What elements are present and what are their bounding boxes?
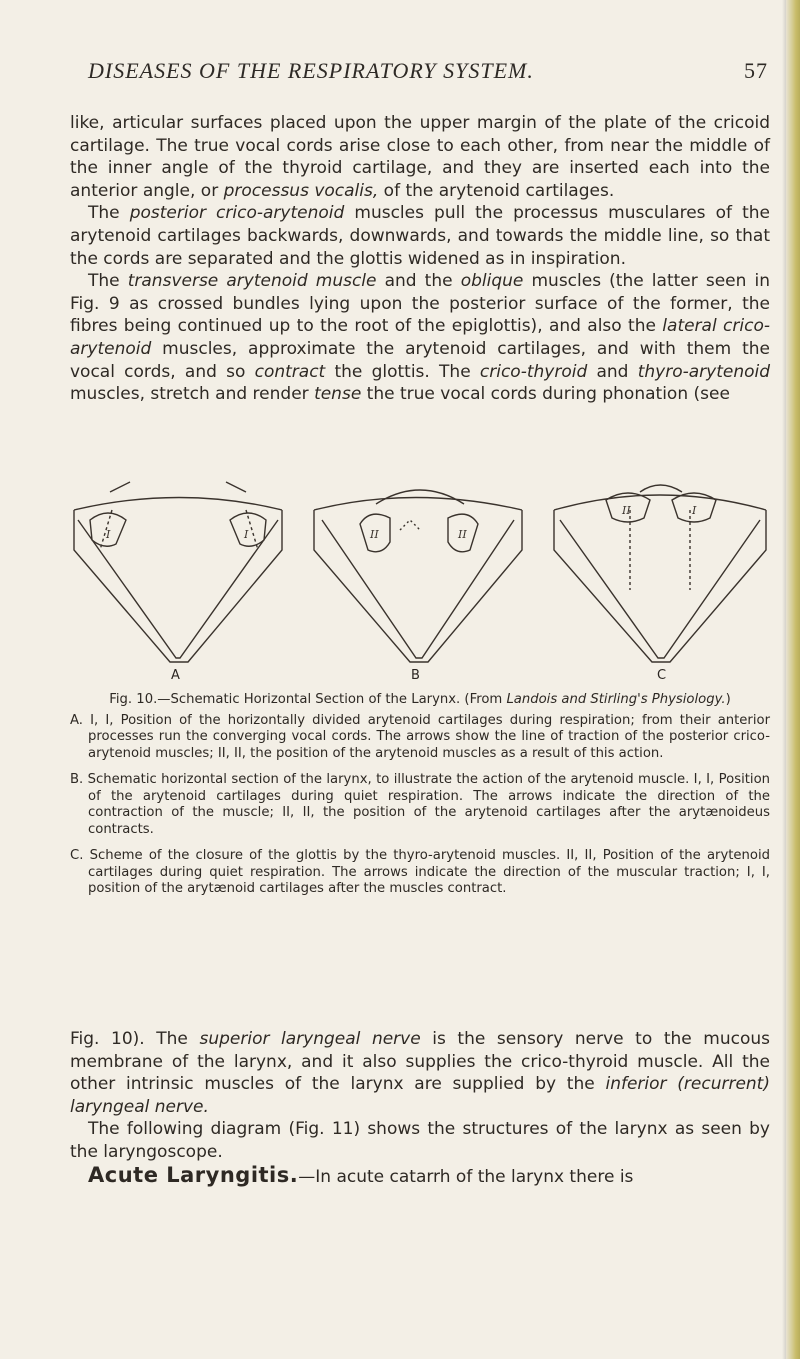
section-heading: Acute Laryngitis. xyxy=(88,1162,299,1187)
panel-b-mark-right: II xyxy=(458,528,467,541)
figure-caption-area xyxy=(70,692,770,908)
panel-c-mark-right: I xyxy=(692,504,697,517)
lower-text xyxy=(70,1028,770,1188)
panel-a-mark-left: I xyxy=(106,528,111,541)
running-head xyxy=(88,58,768,84)
panel-label-c: C xyxy=(657,668,667,683)
page-edge xyxy=(786,0,800,1359)
figure-drawing xyxy=(70,480,770,665)
panel-b-mark-left: II xyxy=(370,528,379,541)
legend-b: B. Schematic horizontal section of the larynx, to illustrate the action of the arytenoid muscle. I, I, Position of the arytenoid cartilages during quiet respiration. The arrows indicate the direction of the contraction of the muscle; II, II, the position of the arytenoid cartilages after the arytænoideus contracts. xyxy=(70,772,770,837)
panel-a-mark-right: I xyxy=(244,528,249,541)
paragraph-3: The transverse arytenoid muscle and the oblique muscles (the latter seen in Fig. 9 as crossed bundles lying upon the posterior surface of the former, the fibres being continued up to the root of the epiglottis), and also the lateral crico-arytenoid muscles, approximate the arytenoid cartilages, and with them the vocal cords, and so contract the glottis. The crico-thyroid and thyro-arytenoid muscles, stretch and render tense the true vocal cords during phonation (see xyxy=(70,271,771,405)
legend-c: C. Scheme of the closure of the glottis by the thyro-arytenoid muscles. II, II, Position of the arytenoid cartilages during quiet respiration. The arrows indicate the direction of the muscular traction; I, I, position of the arytænoid cartilages after the muscles contract. xyxy=(70,848,770,896)
panel-b-diagram xyxy=(314,490,522,662)
panel-c-diagram xyxy=(554,485,766,662)
paragraph-6: Acute Laryngitis.—In acute catarrh of the larynx there is xyxy=(88,1162,634,1187)
panel-c-mark-left: II xyxy=(622,504,631,517)
panel-a-diagram xyxy=(74,482,282,662)
body-text xyxy=(70,112,770,406)
panel-label-a: A xyxy=(171,668,180,683)
page-edge-shadow xyxy=(782,0,786,1359)
page-number: 57 xyxy=(744,58,768,83)
panel-label-b: B xyxy=(411,668,420,683)
paragraph-1: like, articular surfaces placed upon the upper margin of the plate of the cricoid cartilage. The true vocal cords arise close to each other, from near the middle of the inner angle of the thyroid cartilage, and they are inserted each into the anterior angle, or processus vocalis, of the arytenoid cartilages. xyxy=(70,113,770,201)
figure-caption: Fig. 10.—Schematic Horizontal Section of the Larynx. (From Landois and Stirling's Physiology.) xyxy=(109,692,731,707)
paragraph-2: The posterior crico-arytenoid muscles pull the processus musculares of the arytenoid cartilages backwards, downwards, and towards the middle line, so that the cords are separated and the glottis widened as in inspiration. xyxy=(70,203,770,269)
figure-panel-labels xyxy=(70,668,770,688)
running-head-title: DISEASES OF THE RESPIRATORY SYSTEM. xyxy=(88,58,534,83)
paragraph-5: The following diagram (Fig. 11) shows the structures of the larynx as seen by the laryngoscope. xyxy=(70,1119,770,1162)
paragraph-4: Fig. 10). The superior laryngeal nerve is the sensory nerve to the mucous membrane of the larynx, and it also supplies the crico-thyroid muscle. All the other intrinsic muscles of the larynx are supplied by the inferior (recurrent) laryngeal nerve. xyxy=(70,1029,771,1117)
legend-a: A. I, I, Position of the horizontally divided arytenoid cartilages during respiration; from their anterior processes run the converging vocal cords. The arrows show the line of traction of the posterior crico-arytenoid muscles; II, II, the position of the arytenoid muscles as a result of this action. xyxy=(70,712,770,761)
larynx-section-figure xyxy=(70,480,770,665)
